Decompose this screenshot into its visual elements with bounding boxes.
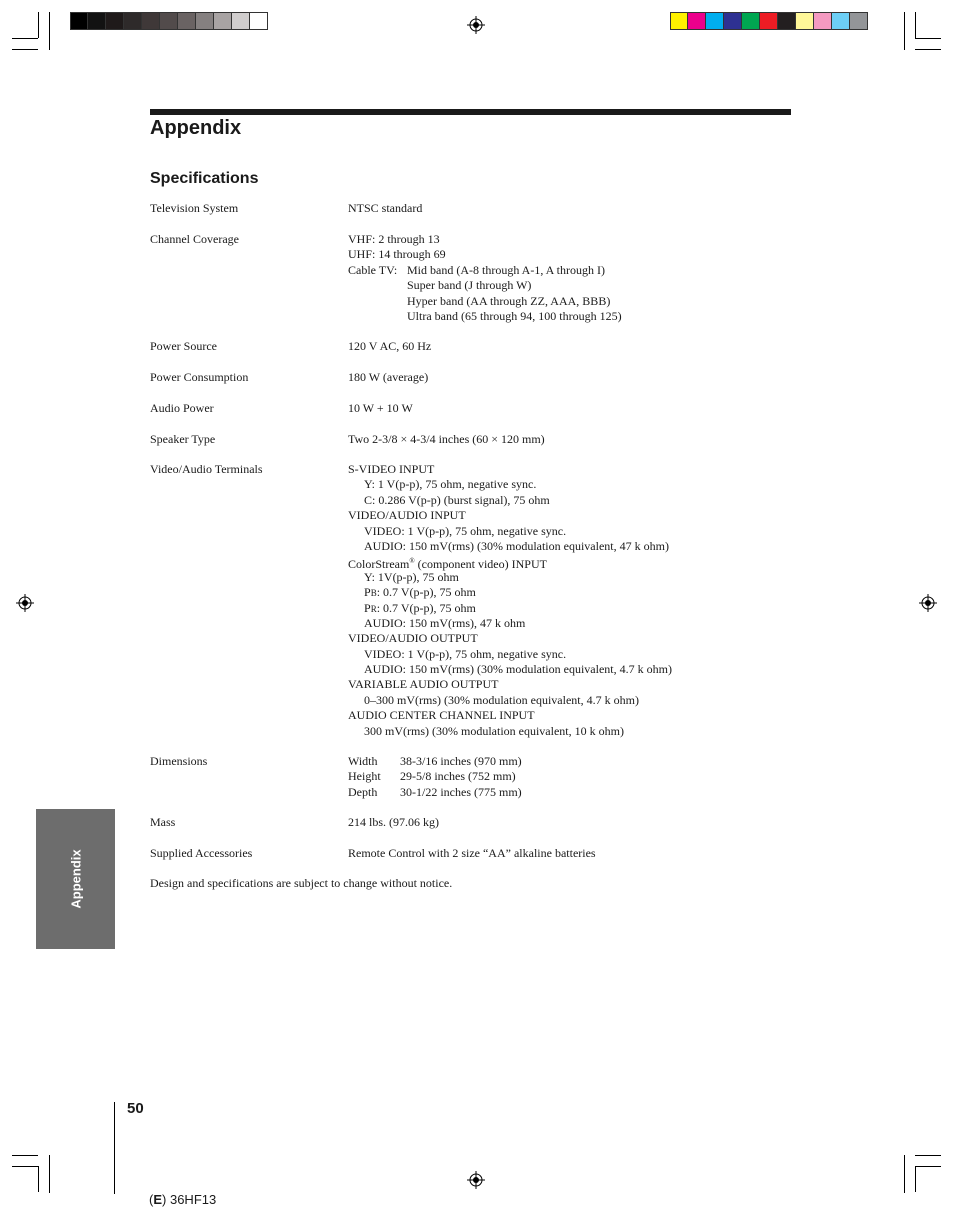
- spec-line: [348, 601, 672, 616]
- spec-line: VHF: 2 through 13: [348, 232, 440, 246]
- spec-label: Television System: [150, 201, 239, 215]
- registration-mark-icon: [467, 1171, 485, 1189]
- color-swatch: [778, 12, 796, 30]
- spec-line: Ultra band (65 through 94, 100 through 125): [407, 308, 622, 323]
- dim-value: 38-3/16 inches (970 mm): [400, 754, 522, 768]
- spec-label: Supplied Accessories: [150, 846, 253, 860]
- color-swatch: [760, 12, 778, 30]
- spec-line-text: : 0.7 V(p-p), 75 ohm: [376, 585, 476, 600]
- spec-value: 214 lbs. (97.06 kg): [348, 815, 439, 829]
- spec-label: Power Consumption: [150, 370, 249, 384]
- color-swatch: [688, 12, 706, 30]
- spec-line: C: 0.286 V(p-p) (burst signal), 75 ohm: [364, 492, 550, 507]
- color-swatch: [850, 12, 868, 30]
- color-swatch: [214, 12, 232, 30]
- spec-line: VIDEO/AUDIO INPUT: [348, 508, 466, 523]
- footer-model: 36HF13: [166, 1192, 217, 1207]
- pb-p: P: [364, 585, 371, 600]
- header-rule: [150, 109, 791, 115]
- terminals-value: [348, 462, 672, 739]
- spec-line: AUDIO: 150 mV(rms) (30% modulation equivalent, 47 k ohm): [364, 538, 669, 553]
- color-swatch: [250, 12, 268, 30]
- dim-value: 29-5/8 inches (752 mm): [400, 769, 516, 784]
- spec-line: Y: 1V(p-p), 75 ohm: [364, 569, 459, 584]
- color-swatch: [196, 12, 214, 30]
- dim-key: Width: [348, 754, 378, 768]
- spec-line-text: Mid band (A-8 through A-1, A through I): [407, 262, 605, 277]
- pr-sub: R: [370, 603, 377, 614]
- spec-label: Audio Power: [150, 401, 214, 415]
- spec-line: 300 mV(rms) (30% modulation equivalent, 10 k ohm): [364, 723, 624, 738]
- color-swatch: [706, 12, 724, 30]
- color-swatch: [106, 12, 124, 30]
- color-swatch: [742, 12, 760, 30]
- pb-sub: B: [370, 588, 377, 599]
- color-swatch: [832, 12, 850, 30]
- grayscale-color-bar: [70, 12, 268, 30]
- color-swatch: [88, 12, 106, 30]
- spec-value: Remote Control with 2 size “AA” alkaline batteries: [348, 846, 596, 860]
- spec-line: Super band (J through W): [407, 278, 532, 293]
- process-color-bar: [670, 12, 868, 30]
- spec-label: Speaker Type: [150, 432, 216, 446]
- spec-line: Hyper band (AA through ZZ, AAA, BBB): [407, 293, 611, 308]
- spec-value: 10 W + 10 W: [348, 401, 413, 415]
- spec-line: [348, 754, 522, 769]
- spec-label: Video/Audio Terminals: [150, 462, 263, 476]
- spec-line: Y: 1 V(p-p), 75 ohm, negative sync.: [364, 477, 537, 492]
- spec-value: NTSC standard: [348, 201, 423, 215]
- colorstream-name: ColorStream: [348, 557, 410, 572]
- spec-line: S-VIDEO INPUT: [348, 462, 435, 476]
- dim-key: Height: [348, 769, 381, 784]
- spec-line: VARIABLE AUDIO OUTPUT: [348, 677, 499, 692]
- dim-key: Depth: [348, 784, 378, 799]
- spec-line: AUDIO CENTER CHANNEL INPUT: [348, 708, 535, 723]
- page-title: Appendix: [150, 117, 242, 139]
- registered-mark: ®: [409, 557, 415, 566]
- model-footer: (E) 36HF13: [149, 1192, 217, 1207]
- channel-coverage-value: [348, 232, 622, 324]
- spec-value: Two 2-3/8 × 4-3/4 inches (60 × 120 mm): [348, 432, 545, 446]
- cable-tv-key: Cable TV:: [348, 262, 398, 277]
- spec-line: [348, 769, 522, 784]
- spec-line: UHF: 14 through 69: [348, 247, 446, 262]
- spec-value: 120 V AC, 60 Hz: [348, 339, 432, 353]
- disclaimer-note: Design and specifications are subject to change without notice.: [150, 876, 453, 890]
- color-swatch: [178, 12, 196, 30]
- spec-line: AUDIO: 150 mV(rms), 47 k ohm: [364, 615, 526, 630]
- page-number-rule: [114, 1102, 115, 1194]
- side-tab-label: Appendix: [68, 849, 83, 909]
- color-swatch: [70, 12, 88, 30]
- color-swatch: [670, 12, 688, 30]
- spec-label: Power Source: [150, 339, 217, 353]
- spec-line: [348, 554, 672, 572]
- spec-label: Dimensions: [150, 754, 208, 768]
- registration-mark-icon: [467, 16, 485, 34]
- color-swatch: [724, 12, 742, 30]
- spec-line: [348, 263, 622, 278]
- spec-label: Mass: [150, 815, 176, 829]
- spec-line: VIDEO/AUDIO OUTPUT: [348, 631, 478, 646]
- spec-line-text: (component video) INPUT: [414, 557, 547, 572]
- pr-p: P: [364, 600, 371, 615]
- spec-line: VIDEO: 1 V(p-p), 75 ohm, negative sync.: [364, 646, 567, 661]
- color-swatch: [124, 12, 142, 30]
- color-swatch: [796, 12, 814, 30]
- spec-line: VIDEO: 1 V(p-p), 75 ohm, negative sync.: [364, 523, 567, 538]
- spec-line-text: : 0.7 V(p-p), 75 ohm: [376, 600, 476, 615]
- color-swatch: [160, 12, 178, 30]
- spec-line: 0–300 mV(rms) (30% modulation equivalent, 4.7 k ohm): [364, 692, 639, 707]
- registration-mark-icon: [919, 594, 937, 612]
- spec-line: [348, 585, 672, 600]
- dim-value: 30-1/22 inches (775 mm): [400, 784, 522, 799]
- registration-mark-icon: [16, 594, 34, 612]
- spec-line: [348, 785, 522, 800]
- dimensions-value: [348, 754, 522, 800]
- color-swatch: [814, 12, 832, 30]
- color-swatch: [232, 12, 250, 30]
- section-title: Specifications: [150, 170, 259, 187]
- spec-line: AUDIO: 150 mV(rms) (30% modulation equivalent, 4.7 k ohm): [364, 662, 672, 677]
- color-swatch: [142, 12, 160, 30]
- spec-value: 180 W (average): [348, 370, 429, 384]
- spec-label: Channel Coverage: [150, 232, 239, 246]
- footer-code: E: [153, 1192, 163, 1207]
- section-side-tab: [36, 809, 115, 949]
- page-number: 50: [127, 1100, 144, 1117]
